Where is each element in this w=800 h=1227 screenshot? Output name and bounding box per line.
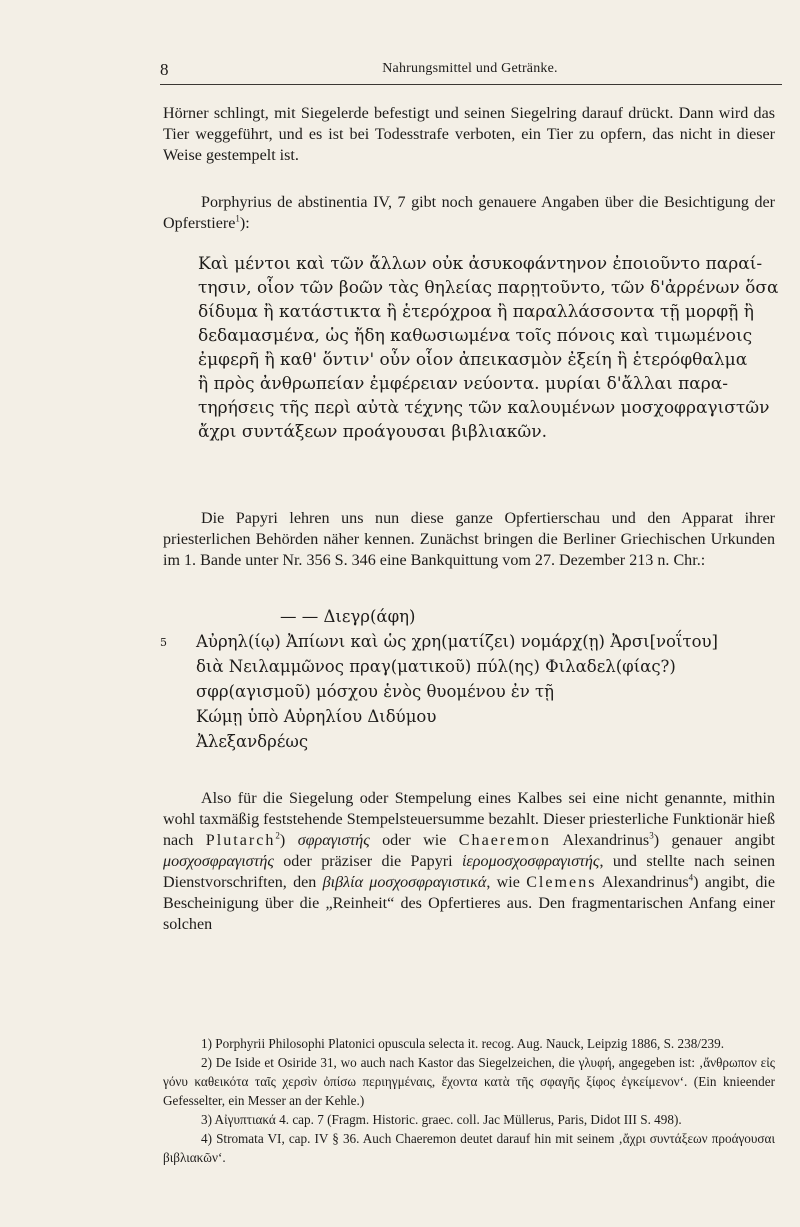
paragraph-2-tail: ):: [239, 215, 250, 232]
name-plutarch: Plutarch: [205, 832, 276, 849]
papyrus-line: σφρ(αγισμοῦ) μόσχου ἑνὸς θυομένου ἐν τῇ: [196, 682, 555, 701]
footnote-ref-3: 3: [649, 830, 654, 841]
greek-line: ἄχρι συντάξεων προάγουσαι βιβλιακῶν.: [198, 422, 548, 442]
page-header: [160, 60, 780, 82]
greek-quotation: [198, 252, 778, 444]
papyrus-line: Ἀλεξανδρέως: [196, 732, 309, 751]
footnote-1: 1) Porphyrii Philosophi Platonici opuscula selecta it. recog. Aug. Nauck, Leipzig 1886, S. 238/239.: [201, 1036, 725, 1051]
greek-term: ἱερομοσχοσφραγιστής: [461, 853, 600, 870]
page-number: 8: [160, 60, 169, 79]
running-head: Nahrungsmittel und Getränke.: [382, 61, 558, 76]
footnote-2: 2) De Iside et Osiride 31, wo auch nach Kastor das Siegelzeichen, die γλυφή, angegeben ist: ‚ἄνθρωπον εἰς γόνυ καθεικότα ταῖς χερσὶν ὀπίσω περιηγμέναις, ἔχοντα κατὰ τῆς σφαγῆς ξίφος ἐγκείμενον‘. (Ein knieender Gefesselter, ein Messer an der Kehle.): [163, 1055, 775, 1108]
footnote-3: 3) Αἰγυπτιακά 4. cap. 7 (Fragm. Historic. graec. coll. Jac Müllerus, Paris, Didot III S. 498).: [201, 1112, 682, 1127]
paragraph-3: Die Papyri lehren uns nun diese ganze Opfertierschau und den Apparat ihrer priesterlichen Behörden näher kennen. Zunächst bringen die Berliner Griechischen Urkunden im 1. Bande unter Nr. 356 S. 346 eine Bankquittung vom 27. Dezember 213 n. Chr.:: [163, 510, 775, 569]
papyrus-line: διὰ Νειλαμμῶνος πραγ(ματικοῦ) πύλ(ης) Φιλαδελ(φίας?): [196, 657, 676, 676]
greek-term: σφραγιστής: [297, 832, 370, 849]
greek-line: ἢ πρὸς ἀνθρωπείαν ἐμφέρειαν νεύοντα. μυρίαι δ'ἄλλαι παρα-: [198, 374, 728, 394]
line-number: 5: [160, 636, 167, 649]
paragraph-4: Also für die Siegelung oder Stempelung eines Kalbes sei eine nicht genannte, mithin wohl taxmäßig feststehende Stempelsteuersumme bezahlt. Dieser priesterliche Funktionär hieß nach Plutarch$^2$) σφραγιστής oder wie Chaeremon Alexandrinus$^3$) genauer angibt μοσχοσφραγιστής oder präziser die Papyri ἱερομοσχοσφραγιστής, und stellte nach seinen Dienstvorschriften, den βιβλία μοσχοσφραγιστικά, wie Clemens Alexandrinus$^4$) angibt, die Bescheinigung über die „Reinheit“ des Opfertieres aus. Den fragmentarischen Anfang einer solchen: [163, 790, 776, 933]
greek-term: βιβλία μοσχοσφραγιστικά: [322, 874, 487, 891]
papyrus-line: 5 Αὐρηλ(ίῳ) Ἀπίωνι καὶ ὡς χρη(ματίζει) νομάρχ(ῃ) Ἀρσι[νοΐτου]: [160, 629, 780, 654]
greek-line: Καὶ μέντοι καὶ τῶν ἄλλων οὐκ ἀσυκοφάντηνον ἐποιοῦντο παραί-: [198, 254, 763, 274]
name-clemens: Clemens: [526, 874, 597, 891]
paragraph-2: [163, 192, 775, 234]
greek-line: ἐμφερῆ ἢ καθ' ὅντιν' οὖν οἷον ἀπεικασμὸν ἐξείη ἢ ἑτερόφθαλμα: [198, 350, 748, 370]
greek-line: τησιν, οἷον τῶν βοῶν τὰς θηλείας παρῃτοῦντο, τῶν δ'ἀρρένων ὅσα: [198, 278, 779, 298]
papyrus-line: Κώμῃ ὑπὸ Αὐρηλίου Διδύμου: [196, 707, 437, 726]
footnote-ref-2: 2: [275, 830, 280, 841]
papyrus-line: — — Διεγρ(άφη): [280, 607, 416, 626]
footnote-ref-1: 1: [235, 213, 240, 224]
papyrus-text: [160, 604, 780, 754]
name-chaeremon: Chaeremon: [458, 832, 551, 849]
greek-line: τηρήσεις τῆς περὶ αὐτὰ τέχνης τῶν καλουμένων μοσχοφραγιστῶν: [198, 398, 770, 418]
footnote-4: 4) Stromata VI, cap. IV § 36. Auch Chaeremon deutet darauf hin mit seinem ‚ἄχρι συντάξεων προάγουσαι βιβλιακῶν‘.: [163, 1131, 775, 1165]
greek-term: μοσχοσφραγιστής: [163, 853, 274, 870]
greek-line: δεδαμασμένα, ὡς ἤδη καθωσιωμένα τοῖς πόνοις καὶ τιμωμένοις: [198, 326, 753, 346]
footnotes: [163, 1034, 775, 1167]
greek-line: δίδυμα ἢ κατάστικτα ἢ ἑτερόχροα ἢ παραλλάσσοντα τῇ μορφῇ ἢ: [198, 302, 754, 322]
paragraph-1: Hörner schlingt, mit Siegelerde befestigt und seinen Siegelring darauf drückt. Dann wird das Tier weggeführt, und es ist bei Todesstrafe verboten, ein Tier zu opfern, das nicht in dieser Weise gestempelt ist.: [163, 105, 775, 164]
paragraph-2-text: Porphyrius de abstinentia IV, 7 gibt noch genauere Angaben über die Besichtigung der Opferstiere: [163, 194, 775, 232]
header-rule: [160, 84, 782, 85]
footnote-ref-4: 4: [688, 872, 694, 883]
